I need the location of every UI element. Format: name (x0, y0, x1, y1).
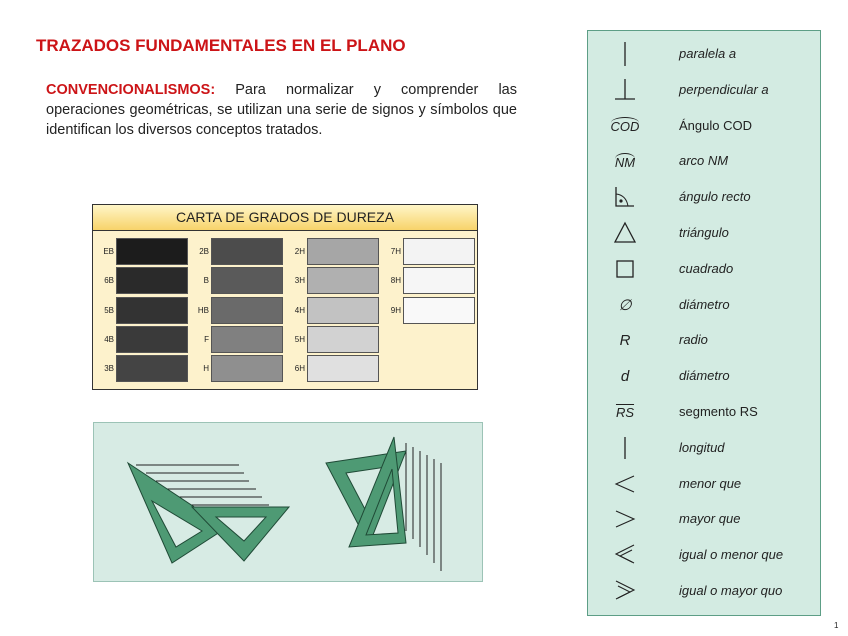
angle-cod-icon (602, 111, 648, 141)
symbols-panel (587, 30, 821, 616)
symbol-row (588, 397, 820, 427)
grade-swatch (116, 297, 188, 324)
symbol-glyph: ∅ (618, 296, 632, 314)
triangle-icon (602, 218, 648, 248)
symbol-meaning: paralela a (679, 46, 737, 61)
symbol-row (588, 218, 820, 248)
symbol-meaning: mayor que (679, 511, 741, 527)
symbol-glyph: R (619, 331, 631, 349)
grade-label: B (203, 276, 209, 285)
grade-label: 4H (294, 306, 305, 315)
grade-label: 5H (294, 335, 305, 344)
symbol-meaning: triángulo (679, 225, 729, 240)
set-squares-figure (93, 422, 483, 582)
symbol-row (588, 576, 820, 606)
grade-swatch (403, 297, 475, 324)
grade-label: F (204, 335, 209, 344)
grade-swatch (403, 267, 475, 294)
symbol-row (588, 39, 820, 69)
grade-label: HB (197, 306, 209, 315)
less-equal-icon (602, 540, 648, 570)
symbol-meaning: radio (679, 332, 708, 348)
greater-equal-icon (602, 576, 648, 606)
segment-rs-icon (602, 397, 648, 427)
symbol-meaning: cuadrado (679, 260, 734, 276)
symbol-row (588, 361, 820, 391)
grade-label: EB (103, 247, 114, 256)
grade-swatch (307, 238, 379, 265)
symbol-row (588, 182, 820, 212)
grade-swatch (211, 238, 283, 265)
perpendicular-icon (602, 75, 648, 105)
symbol-meaning: segmento RS (679, 404, 758, 419)
grade-swatch (116, 326, 188, 353)
diameter-d-icon (602, 361, 648, 391)
symbol-row (588, 75, 820, 105)
grade-swatch (307, 326, 379, 353)
diameter-icon (602, 290, 648, 320)
arc-nm-icon (602, 146, 648, 176)
grade-swatch (403, 238, 475, 265)
symbol-meaning: menor que (679, 475, 742, 491)
grade-swatch (116, 238, 188, 265)
intro-paragraph (46, 80, 517, 140)
symbol-row (588, 325, 820, 355)
radius-icon (602, 325, 648, 355)
page-title: TRAZADOS FUNDAMENTALES EN EL PLANO (36, 36, 406, 55)
less-than-icon (602, 469, 648, 499)
intro-text: Para normalizar y comprender las operaciones geométricas, se utilizan una serie de signos y símbolos que identifican los diversos conceptos tratados. (46, 82, 517, 138)
symbol-row (588, 290, 820, 320)
symbol-row (588, 111, 820, 141)
greater-than-icon (602, 504, 648, 534)
grade-label: 7H (390, 247, 401, 256)
symbol-row (588, 540, 820, 570)
symbol-row (588, 146, 820, 176)
grade-label: 4B (104, 335, 114, 344)
symbol-glyph: COD (610, 119, 640, 135)
grade-label: 5B (104, 306, 114, 315)
grade-label: 6H (294, 364, 305, 373)
grade-label: 9H (390, 306, 401, 315)
symbol-glyph: $\overline{RS}$ (615, 404, 635, 420)
length-icon (602, 433, 648, 463)
grade-label: 6B (104, 276, 114, 285)
square-icon (602, 254, 648, 284)
symbol-meaning: perpendicular a (679, 81, 769, 97)
symbol-meaning: Ángulo COD (679, 117, 752, 133)
grade-swatch (211, 297, 283, 324)
symbol-meaning: diámetro (679, 296, 730, 312)
symbol-glyph: d (620, 367, 630, 385)
grade-swatch (307, 297, 379, 324)
symbol-row (588, 469, 820, 499)
grade-label: H (203, 364, 209, 373)
symbol-meaning: igual o mayor quo (679, 583, 783, 598)
symbol-row (588, 504, 820, 534)
hardness-chart-title: CARTA DE GRADOS DE DUREZA (93, 205, 477, 231)
symbol-meaning: arco NM (679, 153, 729, 169)
set-squares-illustration (94, 423, 484, 583)
grade-swatch (116, 267, 188, 294)
grade-label: 3B (104, 364, 114, 373)
grade-swatch (307, 267, 379, 294)
parallel-icon (602, 39, 648, 69)
symbol-meaning: diámetro (679, 368, 730, 384)
symbol-meaning: ángulo recto (679, 189, 751, 205)
grade-label: 2H (294, 247, 305, 256)
symbol-row (588, 433, 820, 463)
grade-label: 2B (199, 247, 209, 256)
grade-label: 3H (294, 276, 305, 285)
grade-swatch (211, 355, 283, 382)
right-angle-icon (602, 182, 648, 212)
symbol-row (588, 254, 820, 284)
grade-swatch (116, 355, 188, 382)
page-number: 1 (834, 621, 839, 630)
grade-swatch (307, 355, 379, 382)
symbol-meaning: igual o menor que (679, 547, 784, 563)
intro-lead: CONVENCIONALISMOS: (46, 82, 216, 98)
grade-label: 8H (390, 276, 401, 285)
grade-swatch (211, 326, 283, 353)
grade-swatch (211, 267, 283, 294)
parallel-lines-right (406, 443, 441, 571)
symbol-meaning: longitud (679, 439, 725, 455)
symbol-glyph: NM (614, 154, 636, 170)
hardness-chart (92, 204, 478, 390)
